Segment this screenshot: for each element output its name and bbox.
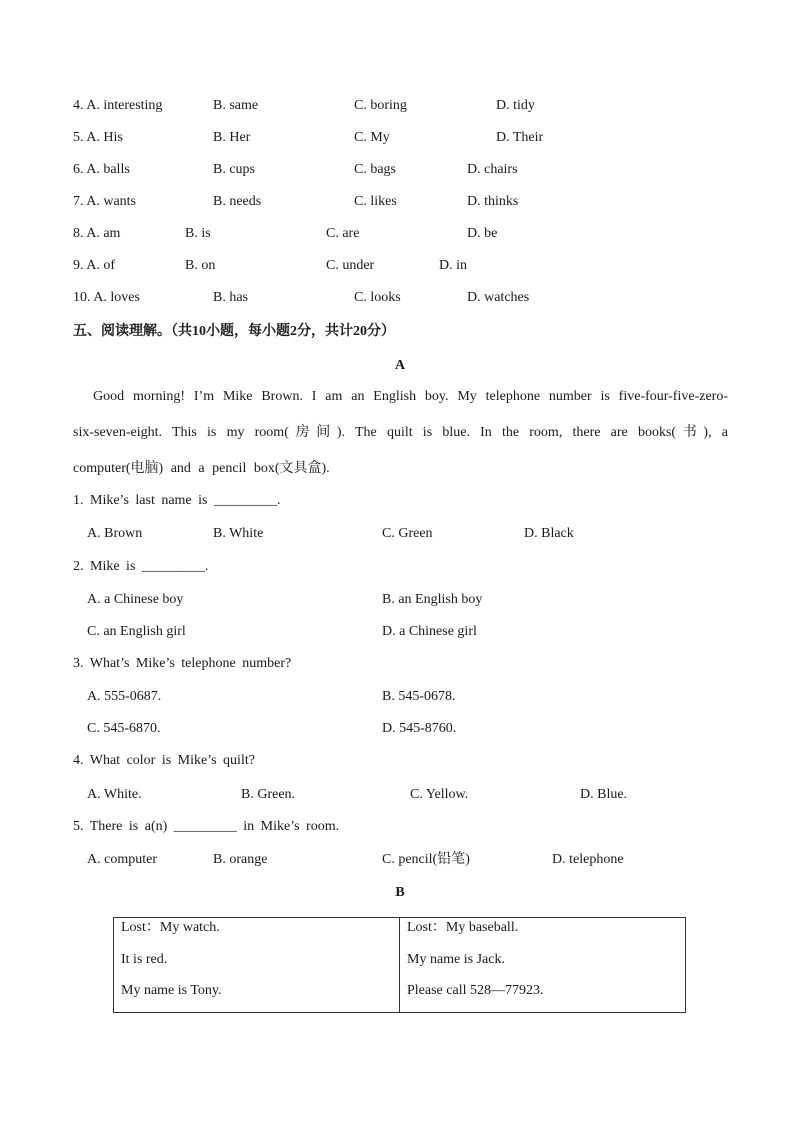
option-d: D. Their — [496, 130, 544, 145]
option-a: A. White. — [87, 787, 142, 802]
option-b: B. same — [213, 98, 259, 113]
notice-line: My name is Jack. — [407, 952, 505, 967]
option-d: D. in — [439, 258, 467, 273]
option-c: C. Green — [382, 526, 433, 541]
question-3-options-cd — [0, 719, 800, 739]
lost-notice-watch — [114, 918, 400, 1013]
cloze-row-8 — [0, 224, 800, 244]
option-d: D. chairs — [467, 162, 518, 177]
option-b: B. needs — [213, 194, 262, 209]
option-b: B. orange — [213, 852, 268, 867]
option-a: 6. A. balls — [73, 162, 130, 177]
notice-line: Lost：My watch. — [121, 920, 220, 935]
cloze-row-5 — [0, 128, 800, 148]
option-b: B. on — [185, 258, 216, 273]
option-d: D. a Chinese girl — [382, 624, 477, 639]
cloze-row-6 — [0, 160, 800, 180]
option-a: A. computer — [87, 852, 157, 867]
cloze-row-9 — [0, 256, 800, 276]
option-a: A. 555-0687. — [87, 689, 162, 704]
question-3-options-ab — [0, 687, 800, 707]
option-a: 5. A. His — [73, 130, 123, 145]
passage-a-label: A — [394, 358, 406, 373]
option-d: D. 545-8760. — [382, 721, 457, 736]
option-d: D. Black — [524, 526, 574, 541]
question-4-stem: 4. What color is Mike’s quilt? — [73, 753, 255, 768]
question-5-stem: 5. There is a(n) _________ in Mike’s room. — [73, 819, 340, 834]
question-4-options — [0, 785, 800, 805]
option-b: B. cups — [213, 162, 255, 177]
question-3-stem: 3. What’s Mike’s telephone number? — [73, 656, 292, 671]
option-b: B. 545-0678. — [382, 689, 456, 704]
lost-notice-table — [113, 917, 686, 1013]
option-b: B. Her — [213, 130, 251, 145]
question-1-options — [0, 524, 800, 544]
option-d: D. thinks — [467, 194, 519, 209]
option-a: 9. A. of — [73, 258, 115, 273]
lost-notice-baseball — [400, 918, 686, 1013]
option-c: C. bags — [354, 162, 396, 177]
option-c: C. boring — [354, 98, 407, 113]
notice-line: Lost：My baseball. — [407, 920, 519, 935]
option-c: C. are — [326, 226, 360, 241]
passage-a-line-2: six-seven-eight. This is my room(房间). The quilt is blue. In the room, there are books(书), a — [73, 425, 728, 440]
passage-a-line-3: computer(电脑) and a pencil box(文具盒). — [73, 461, 330, 476]
option-b: B. has — [213, 290, 248, 305]
option-a: 10. A. loves — [73, 290, 140, 305]
option-d: D. be — [467, 226, 498, 241]
section-heading: 五、阅读理解。（共10小题，每小题2分，共计20分） — [73, 324, 395, 339]
option-b: B. is — [185, 226, 211, 241]
option-a: 4. A. interesting — [73, 98, 163, 113]
question-2-options-cd — [0, 622, 800, 642]
question-2-stem: 2. Mike is _________. — [73, 559, 209, 574]
question-2-options-ab — [0, 590, 800, 610]
option-d: D. telephone — [552, 852, 624, 867]
option-b: B. an English boy — [382, 592, 483, 607]
option-d: D. tidy — [496, 98, 535, 113]
passage-b-label: B — [395, 885, 405, 900]
cloze-row-4 — [0, 96, 800, 116]
option-a: 8. A. am — [73, 226, 121, 241]
question-1-stem: 1. Mike’s last name is _________. — [73, 493, 281, 508]
option-a: A. Brown — [87, 526, 143, 541]
notice-line: My name is Tony. — [121, 983, 222, 998]
option-a: A. a Chinese boy — [87, 592, 184, 607]
option-c: C. 545-6870. — [87, 721, 161, 736]
option-c: C. under — [326, 258, 375, 273]
question-5-options — [0, 850, 800, 870]
cloze-row-10 — [0, 288, 800, 308]
option-c: C. an English girl — [87, 624, 186, 639]
option-c: C. My — [354, 130, 390, 145]
cloze-row-7 — [0, 192, 800, 212]
option-a: 7. A. wants — [73, 194, 136, 209]
option-b: B. Green. — [241, 787, 296, 802]
option-c: C. pencil(铅笔) — [382, 852, 470, 867]
passage-a-line-1: Good morning! I’m Mike Brown. I am an English boy. My telephone number is five-four-five-zero- — [93, 389, 728, 404]
option-d: D. watches — [467, 290, 530, 305]
option-c: C. Yellow. — [410, 787, 469, 802]
option-c: C. looks — [354, 290, 401, 305]
notice-line: Please call 528—77923. — [407, 983, 544, 998]
option-c: C. likes — [354, 194, 397, 209]
notice-line: It is red. — [121, 952, 168, 967]
option-b: B. White — [213, 526, 264, 541]
option-d: D. Blue. — [580, 787, 628, 802]
